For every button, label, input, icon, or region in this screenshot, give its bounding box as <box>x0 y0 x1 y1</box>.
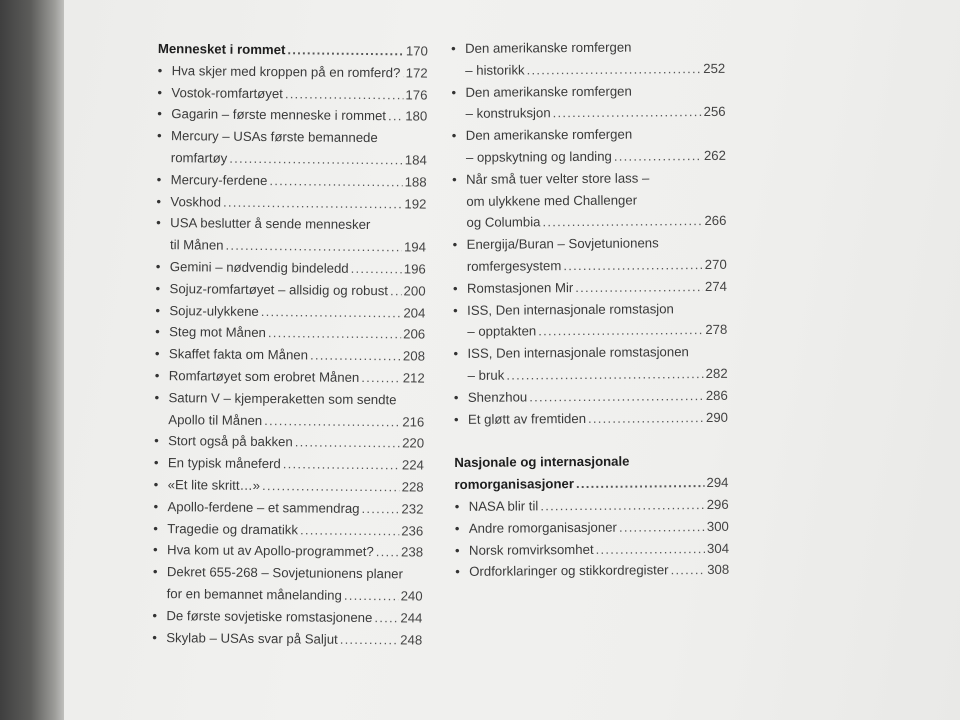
toc-entry-title: – oppskytning og landing <box>465 148 612 165</box>
toc-entry-page: 194 <box>403 239 427 255</box>
toc-entry-list <box>152 60 428 651</box>
toc-entry <box>451 36 725 82</box>
toc-entry <box>455 516 729 540</box>
section-heading-mennesket-i-rommet <box>158 38 428 62</box>
toc-entry-page: 232 <box>401 501 424 517</box>
toc-entry-line <box>469 494 729 518</box>
toc-entry <box>452 123 726 169</box>
toc-entry-page: 208 <box>402 348 426 364</box>
leader-dots <box>300 519 399 542</box>
leader-dots <box>506 363 703 386</box>
toc-entry <box>155 343 425 367</box>
section-heading-line: Nasjonale og internasjonale <box>454 453 630 471</box>
toc-entry-page: 278 <box>705 322 728 338</box>
toc-entry <box>157 125 427 171</box>
toc-entry-title: • Hva kom ut av Apollo-programmet? <box>167 542 374 560</box>
leader-dots <box>340 628 399 650</box>
toc-entry-page: 172 <box>405 65 428 81</box>
section-heading-title: romorganisasjoner <box>454 476 575 493</box>
toc-entry <box>155 321 425 345</box>
toc-entry-line: • Dekret 655-268 – Sovjetunionens planer <box>166 564 404 582</box>
toc-entry-title: • NASA blir til <box>468 498 539 514</box>
leader-dots <box>283 453 400 476</box>
toc-entry-title: • Mercury-ferdene <box>170 171 268 188</box>
toc-entry-line: • Den amerikanske romfergen <box>465 126 633 144</box>
toc-entry-line: • USA beslutter å sende mennesker <box>170 215 371 233</box>
toc-entry-line: • Den amerikanske romfergen <box>465 39 632 56</box>
toc-entry-page: 176 <box>405 86 428 103</box>
toc-entry-page: 266 <box>704 213 727 229</box>
toc-entry-title: og Columbia <box>466 214 541 231</box>
toc-entry-page: 304 <box>706 540 730 556</box>
toc-entry-line <box>466 145 726 169</box>
leader-dots <box>390 280 402 302</box>
toc-entry-line <box>168 430 424 454</box>
leader-dots <box>542 210 702 233</box>
toc-entry-title: • Sojuz-romfartøyet – allsidig og robust <box>169 280 389 298</box>
toc-entry-line <box>469 516 729 540</box>
leader-dots <box>619 516 705 538</box>
toc-entry <box>454 406 728 430</box>
leader-dots <box>310 345 401 368</box>
toc-entry-page: 184 <box>404 152 427 168</box>
toc-entry-title: romfergesystem <box>466 258 562 274</box>
toc-entry-line <box>169 343 425 367</box>
toc-entry-line <box>466 210 726 234</box>
toc-entry-line <box>468 363 728 387</box>
toc-entry-page: 196 <box>403 261 426 277</box>
toc-entry-page: 204 <box>403 304 426 321</box>
toc-entry-line <box>467 276 727 300</box>
toc-entry <box>455 559 729 583</box>
toc-entry-title: • Andre romorganisasjoner <box>468 519 617 536</box>
toc-entry <box>153 539 423 563</box>
toc-entry <box>156 191 426 215</box>
toc-entry-page: 224 <box>401 457 424 473</box>
toc-entry-page: 180 <box>405 108 428 124</box>
leader-dots <box>588 407 704 430</box>
toc-entry-line <box>171 82 427 106</box>
toc-entry-title: Apollo til Månen <box>168 411 263 428</box>
toc-entry-page: 308 <box>707 562 730 578</box>
toc-entry-page: 248 <box>400 631 423 648</box>
leader-dots <box>268 322 401 345</box>
toc-entry-page: 212 <box>402 370 425 386</box>
leader-dots <box>553 101 702 124</box>
section-gap <box>454 428 728 452</box>
toc-entry <box>155 300 425 324</box>
toc-entry <box>154 474 424 498</box>
leader-dots <box>376 541 399 563</box>
section-heading-romorganisasjoner <box>454 450 728 496</box>
toc-entry-title: • Steg mot Månen <box>169 324 267 341</box>
toc-entry <box>153 561 423 607</box>
toc-entry-line <box>172 60 428 84</box>
leader-dots <box>670 559 705 581</box>
leader-dots <box>575 276 703 299</box>
toc-entry <box>154 430 424 454</box>
toc-entry-title: • Gagarin – første menneske i rommet <box>171 106 387 124</box>
leader-dots <box>225 235 402 258</box>
toc-entry-line: • ISS, Den internasjonale romstasjonen <box>467 344 689 362</box>
toc-entry-page: 274 <box>704 278 728 294</box>
toc-entry-line <box>166 605 422 629</box>
section-heading-page: 170 <box>405 43 428 59</box>
toc-entry-page: 188 <box>404 174 427 190</box>
toc-entry-title: • Et gløtt av fremtiden <box>467 410 587 427</box>
toc-entry-title: – opptakten <box>467 323 537 340</box>
toc-entry-page: 286 <box>705 387 728 403</box>
toc-entry-line <box>169 365 425 389</box>
toc-entry-line <box>168 474 424 498</box>
toc-entry-title: • Apollo-ferdene – et sammendrag <box>167 498 360 516</box>
toc-entry-line: • ISS, Den internasjonale romstasjon <box>467 300 674 318</box>
leader-dots <box>269 170 402 193</box>
toc-entry-line <box>166 627 422 651</box>
toc-entry-page: 238 <box>400 544 424 560</box>
toc-entry-title: • Shenzhou <box>467 389 528 405</box>
toc-entry <box>156 256 426 280</box>
leader-dots <box>563 254 703 277</box>
toc-entry <box>452 167 727 235</box>
toc-entry-line <box>167 539 423 563</box>
leader-dots <box>287 39 404 62</box>
toc-entry-line <box>465 58 725 82</box>
toc-entry-line <box>167 518 423 542</box>
toc-entry-page: 228 <box>401 479 424 495</box>
toc-entry-line <box>169 278 425 302</box>
toc-entry <box>155 278 425 302</box>
toc-entry-page: 192 <box>404 195 427 212</box>
leader-dots <box>295 432 401 455</box>
toc-entry-line <box>468 385 728 409</box>
toc-entry-title: • Sojuz-ulykkene <box>169 302 259 319</box>
toc-entry <box>153 496 423 520</box>
toc-entry-title: • Romfartøyet som erobret Månen <box>168 368 360 385</box>
toc-entry <box>154 452 424 476</box>
toc-entry-line <box>170 191 426 215</box>
section-heading-page: 294 <box>706 474 729 491</box>
toc-entry <box>156 212 426 258</box>
toc-entry <box>455 494 729 518</box>
leader-dots <box>527 58 702 81</box>
leader-dots <box>402 62 403 84</box>
toc-entry <box>451 79 725 125</box>
toc-entry-title: til Månen <box>169 237 224 253</box>
toc-entry <box>453 232 727 278</box>
toc-entry-line <box>168 452 424 476</box>
toc-entry-title: – historikk <box>465 62 525 78</box>
leader-dots <box>264 410 400 433</box>
toc-entry-line <box>171 104 427 128</box>
toc-entry-title: • Hva skjer med kroppen på en romferd? <box>171 62 401 81</box>
toc-entry-line <box>167 583 423 607</box>
toc-entry-page: 216 <box>402 413 425 430</box>
toc-entry <box>453 341 727 387</box>
toc-entry-title: romfartøy <box>170 150 228 166</box>
toc-entry-title: • Romstasjonen Mir <box>466 279 574 296</box>
toc-entry-title: • Tragedie og dramatikk <box>167 520 299 537</box>
toc-entry-page: 290 <box>705 409 729 425</box>
toc-entry-line <box>467 254 727 278</box>
toc-entry-title: • Skaffet fakta om Månen <box>168 346 309 363</box>
toc-entry <box>157 103 427 127</box>
toc-entry-title: for en bemannet månelanding <box>166 586 342 603</box>
toc-entry <box>155 365 425 389</box>
toc-entry-line: • Når små tuer velter store lass – <box>466 170 650 187</box>
toc-entry <box>154 387 424 433</box>
toc-entry-page: 256 <box>703 104 726 120</box>
toc-entry <box>152 605 422 629</box>
toc-entry-title: • «Et lite skritt…» <box>167 477 261 493</box>
toc-entry-page: 262 <box>703 147 726 164</box>
toc-entry-line <box>469 537 729 561</box>
book-gutter-shadow <box>0 0 68 720</box>
toc-entry-title: • Skylab – USAs svar på Saljut <box>166 629 338 647</box>
toc-entry-line <box>167 496 423 520</box>
leader-dots <box>529 385 704 408</box>
toc-entry-page: 296 <box>706 496 729 512</box>
toc-entry-line <box>171 147 427 171</box>
leader-dots <box>576 472 705 495</box>
toc-left-column <box>152 38 428 651</box>
toc-entry-title: • Gemini – nødvendig bindeledd <box>169 259 349 276</box>
toc-entry-line: om ulykkene med Challenger <box>466 192 638 209</box>
toc-entry-page: 240 <box>400 588 423 604</box>
toc-entry <box>453 276 727 300</box>
leader-dots <box>261 301 402 324</box>
toc-entry-title: • Norsk romvirksomhet <box>468 541 594 558</box>
toc-entry-list <box>451 36 728 430</box>
leader-dots <box>223 191 403 215</box>
toc-entry-page: 244 <box>400 610 423 626</box>
toc-entry-line: • Saturn V – kjemperaketten som sendte <box>168 389 397 408</box>
toc-entry-line: • Den amerikanske romfergen <box>465 83 632 100</box>
section-heading-line <box>454 472 728 496</box>
leader-dots <box>361 367 401 389</box>
toc-entry-line <box>171 169 427 193</box>
toc-entry <box>158 60 428 84</box>
toc-entry <box>157 82 427 106</box>
toc-entry-line <box>170 234 426 258</box>
toc-entry-title: • Vostok-romfartøyet <box>171 84 283 101</box>
toc-entry-line <box>169 321 425 345</box>
toc-entry-list <box>455 494 730 583</box>
toc-entry-page: 220 <box>402 435 425 451</box>
toc-entry-line <box>170 256 426 280</box>
toc-entry-line <box>169 300 425 324</box>
toc-entry-title: – konstruksjon <box>465 105 551 122</box>
toc-entry-line: • Energija/Buran – Sovjetunionens <box>466 235 659 253</box>
leader-dots <box>262 475 400 498</box>
leader-dots <box>285 83 404 106</box>
leader-dots <box>540 494 705 517</box>
toc-entry-title: • Ordforklaringer og stikkordregister <box>469 562 669 580</box>
toc-entry <box>454 385 728 409</box>
toc-entry <box>453 297 727 343</box>
leader-dots <box>361 498 399 520</box>
toc-entry-title: – bruk <box>467 367 505 383</box>
toc-entry-page: 206 <box>403 326 426 342</box>
leader-dots <box>351 258 402 280</box>
toc-entry-page: 236 <box>401 522 424 539</box>
toc-entry-page: 200 <box>403 283 426 299</box>
toc-entry <box>153 518 423 542</box>
leader-dots <box>344 585 399 607</box>
leader-dots <box>388 106 403 128</box>
toc-entry-title: • De første sovjetiske romstasjonene <box>166 607 373 625</box>
leader-dots <box>374 607 398 629</box>
toc-entry-line: • Mercury – USAs første bemannede <box>170 128 378 146</box>
toc-entry <box>152 626 422 650</box>
toc-entry-line <box>469 559 729 583</box>
toc-entry-page: 300 <box>706 518 729 534</box>
toc-entry-line <box>168 409 424 433</box>
toc-entry <box>157 169 427 193</box>
toc-entry-line <box>468 406 728 430</box>
leader-dots <box>229 148 403 171</box>
toc-entry-line <box>466 101 726 125</box>
toc-entry <box>455 537 729 561</box>
toc-entry-title: • En typisk måneferd <box>167 455 281 472</box>
leader-dots <box>596 538 706 561</box>
toc-entry-title: • Voskhod <box>170 193 222 210</box>
toc-entry-title: • Stort også på bakken <box>168 433 293 450</box>
toc-entry-page: 270 <box>704 256 727 272</box>
leader-dots <box>538 319 703 342</box>
toc-entry-line <box>467 319 727 343</box>
toc-entry-page: 252 <box>703 60 726 76</box>
section-heading-title: Mennesket i rommet <box>157 40 286 58</box>
leader-dots <box>614 145 702 167</box>
toc-entry-page: 282 <box>705 365 728 381</box>
toc-right-column <box>451 36 729 583</box>
